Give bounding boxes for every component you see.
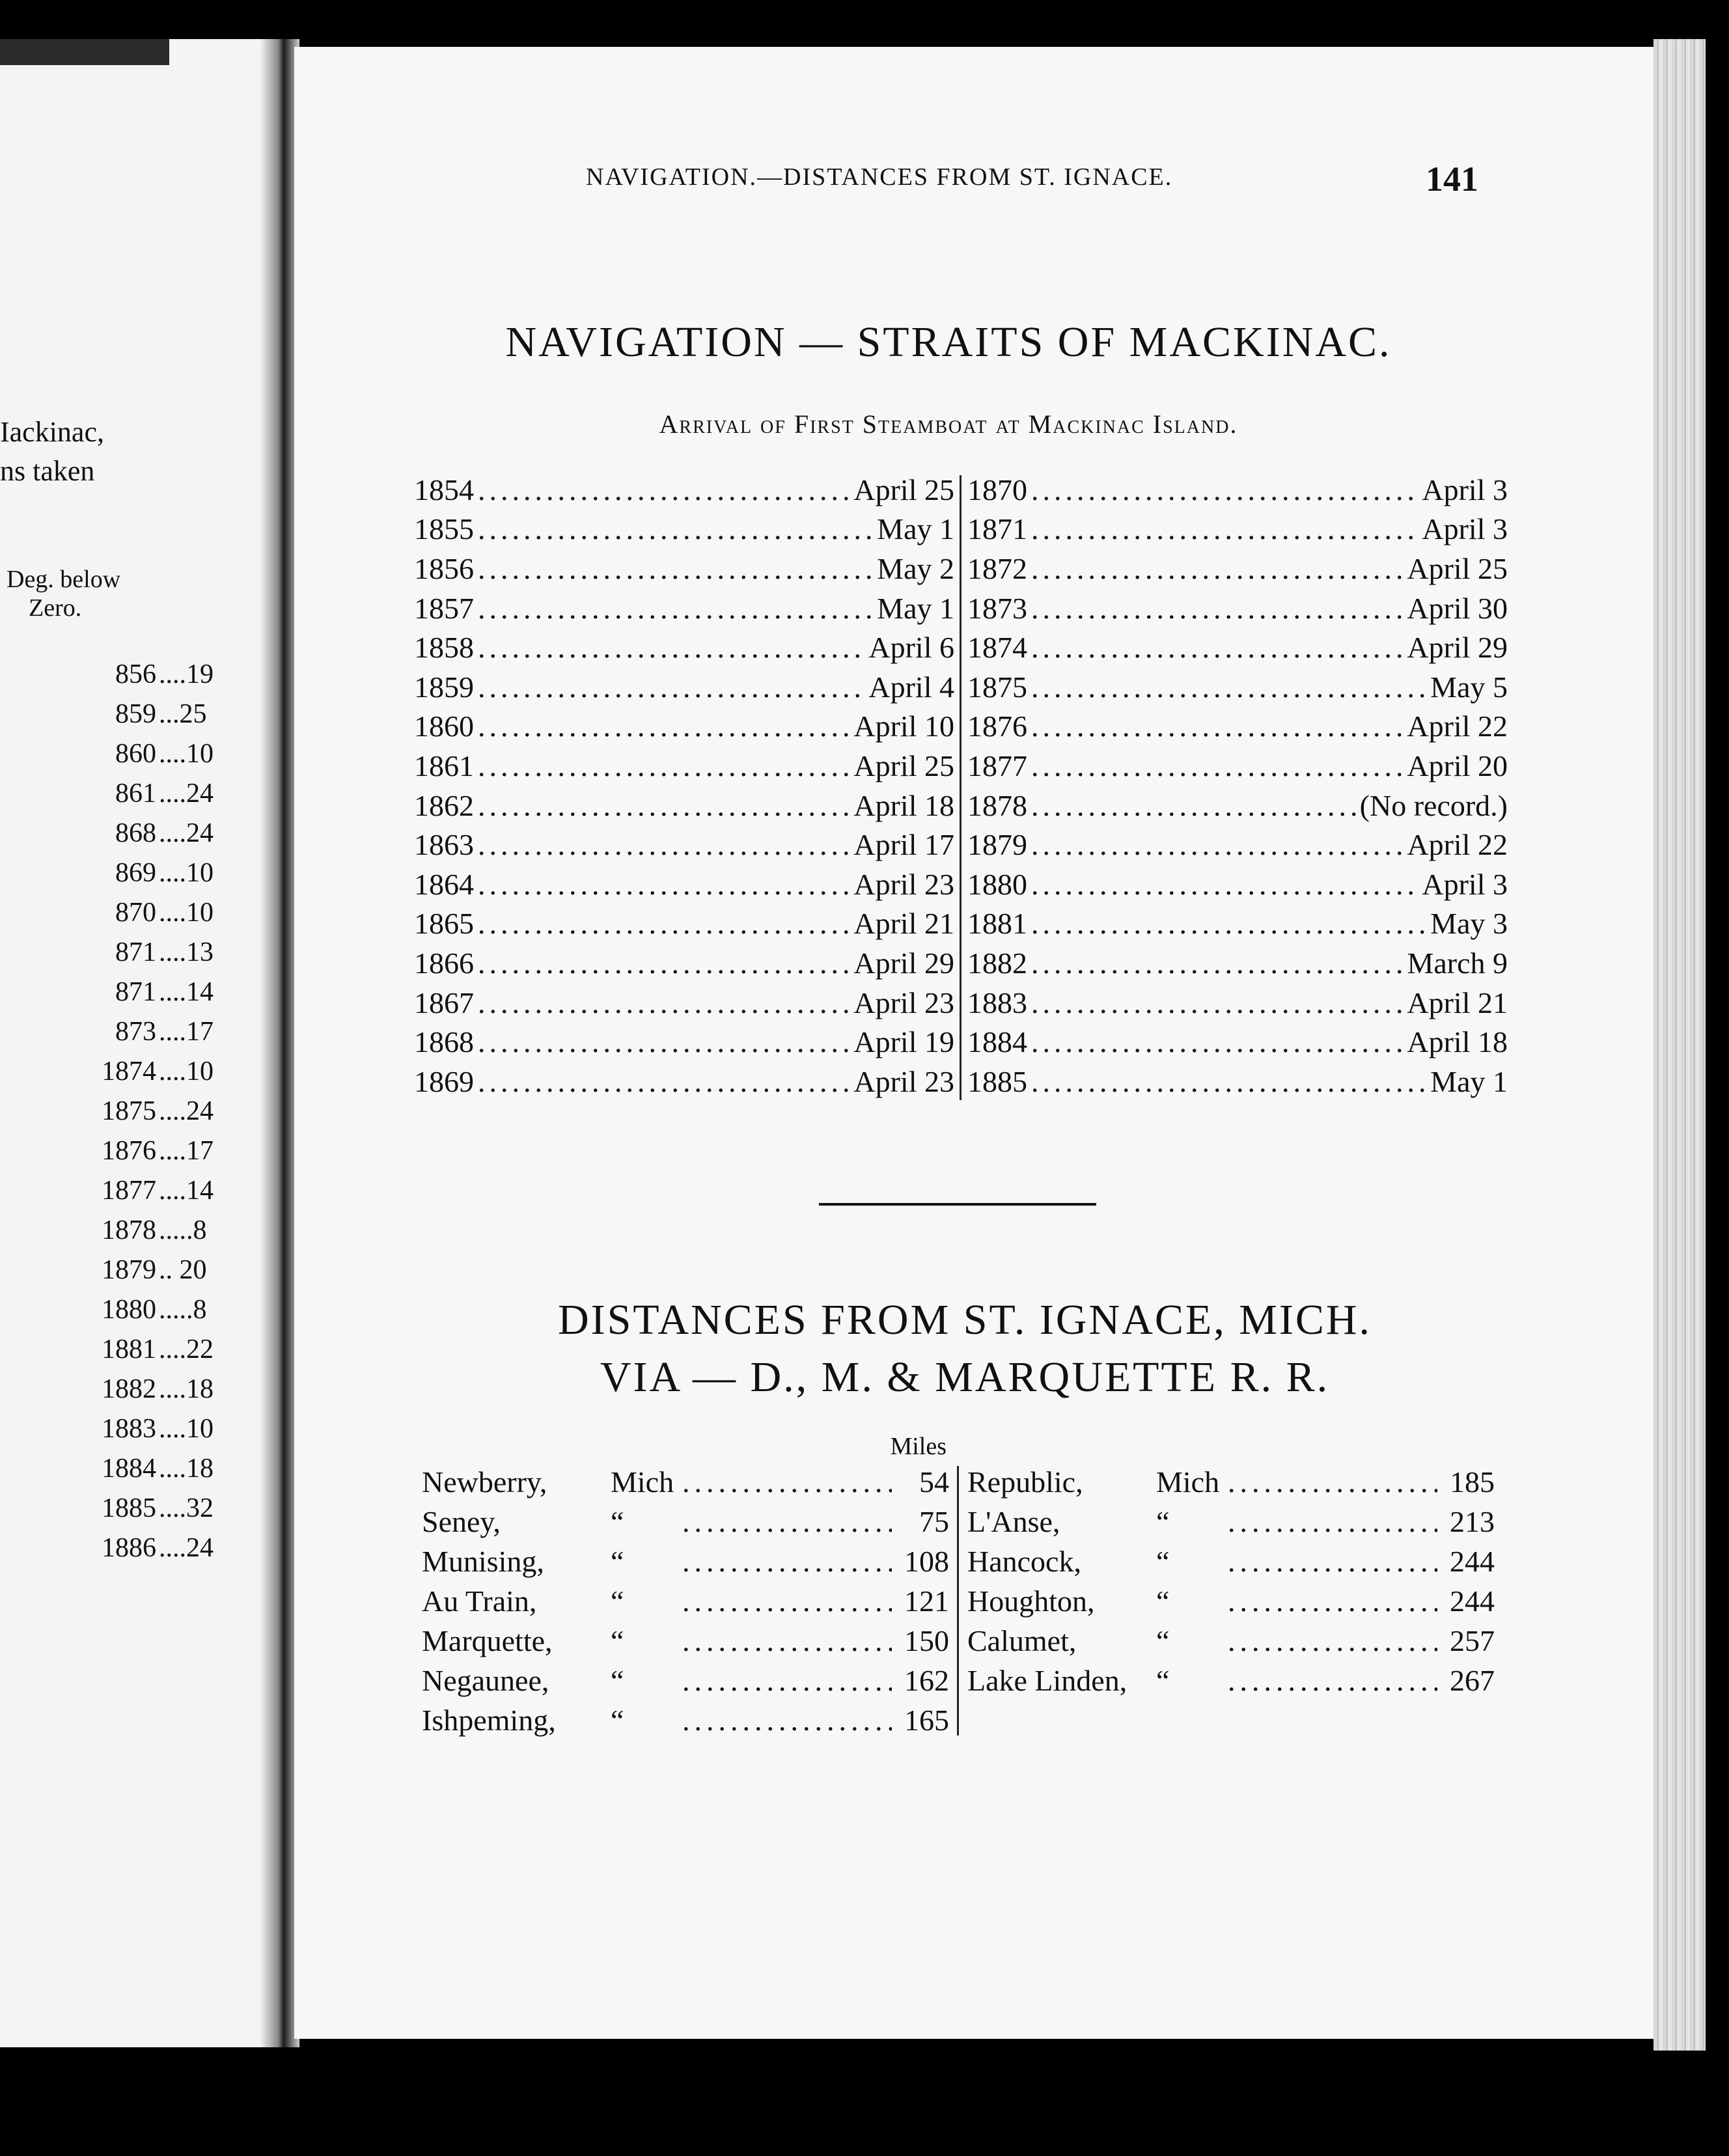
state-abbr: Mich <box>611 1465 674 1499</box>
leader-dots <box>478 827 850 862</box>
list-year: 1875 <box>102 1096 156 1126</box>
list-value: ....24 <box>159 1096 214 1126</box>
list-value: ....18 <box>159 1454 214 1484</box>
list-item <box>0 1254 293 1294</box>
list-year: 1877 <box>102 1176 156 1206</box>
place-name: Ishpeming, <box>422 1704 556 1737</box>
leader-dots <box>1031 630 1403 665</box>
arrival-year: 1867 <box>414 986 474 1019</box>
list-year: 1886 <box>102 1533 156 1563</box>
table-row <box>414 943 954 983</box>
table-row <box>967 707 1508 747</box>
section-rule <box>819 1203 1096 1206</box>
table-row <box>967 983 1508 1023</box>
place-name: Negaunee, <box>422 1664 549 1697</box>
list-value: ...25 <box>159 699 207 729</box>
miles-value: 121 <box>904 1584 949 1618</box>
list-value: ....10 <box>159 739 214 769</box>
leader-dots <box>1031 788 1356 823</box>
arrival-year: 1865 <box>414 907 474 941</box>
leader-dots <box>1031 709 1403 743</box>
miles-value: 54 <box>919 1465 949 1499</box>
table-row <box>967 1502 1495 1541</box>
table-row <box>414 864 954 904</box>
state-abbr: “ <box>1156 1624 1170 1657</box>
arrival-date: April 21 <box>853 907 954 941</box>
arrival-date: May 3 <box>1430 907 1508 941</box>
arrival-year: 1876 <box>967 710 1027 743</box>
leader-dots <box>1228 1584 1437 1618</box>
table-row <box>967 470 1508 510</box>
list-item <box>0 1294 293 1334</box>
leader-dots <box>682 1465 892 1499</box>
table-row <box>967 825 1508 864</box>
running-head: NAVIGATION.—DISTANCES FROM ST. IGNACE. <box>586 163 1173 191</box>
arrival-date: April 22 <box>1407 828 1508 862</box>
place-name: L'Anse, <box>967 1505 1060 1538</box>
leader-dots <box>478 986 850 1020</box>
list-value: ....22 <box>159 1334 214 1364</box>
miles-value: 213 <box>1450 1505 1495 1538</box>
miles-value: 257 <box>1450 1624 1495 1657</box>
leader-dots <box>478 512 873 546</box>
arrival-date: April 30 <box>1407 591 1508 625</box>
state-abbr: Mich <box>1156 1465 1220 1499</box>
list-item <box>0 857 293 897</box>
list-value: ....19 <box>159 659 214 689</box>
table-row <box>967 864 1508 904</box>
list-value: ....24 <box>159 779 214 808</box>
left-temperature-list <box>0 659 293 1572</box>
arrival-year: 1875 <box>967 670 1027 704</box>
table-row <box>967 628 1508 667</box>
table-row <box>414 510 954 549</box>
column-divider <box>960 475 961 1100</box>
page-number: 141 <box>1426 159 1478 199</box>
list-item <box>0 659 293 698</box>
arrival-year: 1871 <box>967 512 1027 546</box>
arrival-year: 1856 <box>414 551 474 585</box>
distances-subtitle: VIA — D., M. & MARQUETTE R. R. <box>600 1353 1330 1401</box>
list-item <box>0 818 293 857</box>
leader-dots <box>682 1544 892 1579</box>
table-row <box>414 1022 954 1062</box>
arrival-date: April 29 <box>1407 631 1508 665</box>
place-name: Lake Linden, <box>967 1664 1127 1697</box>
state-abbr: “ <box>611 1505 624 1538</box>
table-row <box>967 510 1508 549</box>
list-value: ....14 <box>159 977 214 1007</box>
arrival-date: April 6 <box>868 631 954 665</box>
state-abbr: “ <box>1156 1545 1170 1578</box>
place-name: Seney, <box>422 1505 501 1538</box>
list-item <box>0 1413 293 1453</box>
table-row <box>414 786 954 825</box>
state-abbr: “ <box>611 1624 624 1657</box>
leader-dots <box>478 591 873 626</box>
leader-dots <box>1031 867 1418 902</box>
table-row <box>414 588 954 628</box>
navigation-left-column <box>414 470 954 1101</box>
table-row <box>422 1502 949 1541</box>
table-row <box>967 1462 1495 1502</box>
place-name: Republic, <box>967 1465 1083 1499</box>
arrival-date: April 23 <box>853 986 954 1019</box>
arrival-date: May 1 <box>877 512 954 546</box>
leader-dots <box>1031 591 1403 626</box>
leader-dots <box>1031 670 1426 704</box>
list-year: 871 <box>115 937 156 967</box>
list-value: .. 20 <box>159 1255 207 1285</box>
arrival-date: April 4 <box>868 670 954 704</box>
leader-dots <box>1031 906 1426 941</box>
leader-dots <box>478 473 850 507</box>
leader-dots <box>1031 986 1403 1020</box>
state-abbr: “ <box>1156 1505 1170 1538</box>
miles-value: 165 <box>904 1704 949 1737</box>
page-edge <box>1653 39 1706 2051</box>
arrival-date: April 19 <box>853 1025 954 1059</box>
arrival-date: April 21 <box>1407 986 1508 1019</box>
table-row <box>967 1541 1495 1581</box>
miles-value: 108 <box>904 1545 949 1578</box>
list-item <box>0 1056 293 1096</box>
list-year: 1880 <box>102 1295 156 1325</box>
arrival-year: 1881 <box>967 907 1027 941</box>
list-item <box>0 1334 293 1374</box>
leader-dots <box>478 670 865 704</box>
arrival-date: April 18 <box>1407 1025 1508 1059</box>
list-value: .....8 <box>159 1295 207 1325</box>
navigation-subtitle: Arrival of First Steamboat at Mackinac Island. <box>659 409 1238 439</box>
arrival-year: 1863 <box>414 828 474 862</box>
arrival-date: May 1 <box>1430 1064 1508 1098</box>
leader-dots <box>1031 749 1403 783</box>
table-row <box>414 746 954 786</box>
table-row <box>414 1062 954 1101</box>
list-year: 873 <box>115 1017 156 1047</box>
leader-dots <box>478 1025 850 1059</box>
table-row <box>967 1621 1495 1661</box>
leader-dots <box>1228 1624 1437 1658</box>
arrival-date: April 25 <box>853 473 954 506</box>
arrival-date: April 20 <box>1407 749 1508 782</box>
table-row <box>422 1661 949 1700</box>
leader-dots <box>1031 1025 1403 1059</box>
list-value: ....24 <box>159 818 214 848</box>
left-page <box>0 39 293 2047</box>
state-abbr: “ <box>1156 1584 1170 1618</box>
arrival-year: 1877 <box>967 749 1027 782</box>
list-year: 1882 <box>102 1374 156 1404</box>
list-year: 861 <box>115 779 156 808</box>
miles-value: 185 <box>1450 1465 1495 1499</box>
leader-dots <box>1031 473 1418 507</box>
list-year: 1879 <box>102 1255 156 1285</box>
arrival-year: 1874 <box>967 631 1027 665</box>
table-row <box>414 983 954 1023</box>
arrival-date: March 9 <box>1407 946 1508 980</box>
table-row <box>414 667 954 707</box>
miles-value: 267 <box>1450 1664 1495 1697</box>
left-text-fragment-2: ns taken <box>0 455 95 487</box>
arrival-date: (No record.) <box>1359 788 1508 822</box>
list-year: 1884 <box>102 1454 156 1484</box>
list-item <box>0 778 293 818</box>
arrival-year: 1883 <box>967 986 1027 1019</box>
place-name: Houghton, <box>967 1584 1095 1618</box>
arrival-year: 1885 <box>967 1064 1027 1098</box>
place-name: Marquette, <box>422 1624 553 1657</box>
list-value: ....32 <box>159 1493 214 1523</box>
place-name: Newberry, <box>422 1465 547 1499</box>
state-abbr: “ <box>611 1704 624 1737</box>
list-year: 1881 <box>102 1334 156 1364</box>
leader-dots <box>478 788 850 823</box>
leader-dots <box>1031 512 1418 546</box>
table-row <box>422 1621 949 1661</box>
leader-dots <box>1031 827 1403 862</box>
table-row <box>414 707 954 747</box>
list-year: 1874 <box>102 1057 156 1086</box>
list-value: ....13 <box>159 937 214 967</box>
table-row <box>967 1581 1495 1621</box>
arrival-year: 1872 <box>967 551 1027 585</box>
arrival-year: 1868 <box>414 1025 474 1059</box>
arrival-date: April 10 <box>853 710 954 743</box>
table-row <box>422 1581 949 1621</box>
place-name: Hancock, <box>967 1545 1081 1578</box>
table-row <box>967 667 1508 707</box>
arrival-date: May 2 <box>877 551 954 585</box>
list-item <box>0 1135 293 1175</box>
list-year: 1883 <box>102 1414 156 1444</box>
table-row <box>967 1062 1508 1101</box>
list-item <box>0 897 293 937</box>
page-shadow <box>0 39 169 65</box>
leader-dots <box>478 749 850 783</box>
list-item <box>0 1374 293 1413</box>
arrival-date: April 22 <box>1407 710 1508 743</box>
list-item <box>0 1532 293 1572</box>
leader-dots <box>1031 946 1403 980</box>
table-row <box>422 1700 949 1740</box>
leader-dots <box>478 867 850 902</box>
arrival-date: April 23 <box>853 867 954 901</box>
arrival-date: April 3 <box>1422 512 1508 546</box>
table-row <box>967 786 1508 825</box>
list-year: 871 <box>115 977 156 1007</box>
list-item <box>0 937 293 976</box>
arrival-year: 1854 <box>414 473 474 506</box>
left-column-header-2: Zero. <box>29 594 82 622</box>
arrival-date: April 17 <box>853 828 954 862</box>
arrival-year: 1857 <box>414 591 474 625</box>
miles-value: 244 <box>1450 1584 1495 1618</box>
table-row <box>967 1022 1508 1062</box>
arrival-date: April 23 <box>853 1064 954 1098</box>
arrival-year: 1855 <box>414 512 474 546</box>
list-value: ....10 <box>159 1414 214 1444</box>
list-item <box>0 698 293 738</box>
navigation-title: NAVIGATION — STRAITS OF MACKINAC. <box>505 318 1392 366</box>
leader-dots <box>478 1064 850 1099</box>
arrival-year: 1869 <box>414 1064 474 1098</box>
list-year: 860 <box>115 739 156 769</box>
leader-dots <box>478 709 850 743</box>
state-abbr: “ <box>1156 1664 1170 1697</box>
navigation-right-column <box>967 470 1508 1101</box>
arrival-date: April 29 <box>853 946 954 980</box>
leader-dots <box>682 1703 892 1737</box>
leader-dots <box>1031 551 1403 586</box>
list-value: ....10 <box>159 858 214 888</box>
table-row <box>414 549 954 588</box>
arrival-date: April 18 <box>853 788 954 822</box>
arrival-year: 1873 <box>967 591 1027 625</box>
arrival-year: 1858 <box>414 631 474 665</box>
place-name: Calumet, <box>967 1624 1077 1657</box>
miles-value: 244 <box>1450 1545 1495 1578</box>
left-text-fragment-1: Iackinac, <box>0 416 104 448</box>
state-abbr: “ <box>611 1545 624 1578</box>
list-item <box>0 738 293 778</box>
miles-value: 162 <box>904 1664 949 1697</box>
leader-dots <box>682 1663 892 1698</box>
list-value: ....17 <box>159 1017 214 1047</box>
place-name: Au Train, <box>422 1584 537 1618</box>
table-row <box>414 628 954 667</box>
miles-value: 150 <box>904 1624 949 1657</box>
left-column-header-1: Deg. below <box>7 566 121 593</box>
list-value: ....10 <box>159 898 214 928</box>
list-year: 869 <box>115 858 156 888</box>
leader-dots <box>478 946 850 980</box>
miles-value: 75 <box>919 1505 949 1538</box>
leader-dots <box>1228 1544 1437 1579</box>
table-row <box>414 470 954 510</box>
arrival-year: 1879 <box>967 828 1027 862</box>
table-row <box>967 943 1508 983</box>
state-abbr: “ <box>611 1664 624 1697</box>
arrival-date: May 5 <box>1430 670 1508 704</box>
arrival-date: April 25 <box>853 749 954 782</box>
leader-dots <box>1228 1465 1437 1499</box>
leader-dots <box>478 551 873 586</box>
list-value: ....14 <box>159 1176 214 1206</box>
table-row <box>967 904 1508 944</box>
list-item <box>0 1493 293 1532</box>
leader-dots <box>1228 1504 1437 1539</box>
arrival-year: 1862 <box>414 788 474 822</box>
table-row <box>967 1661 1495 1700</box>
list-year: 859 <box>115 699 156 729</box>
leader-dots <box>682 1504 892 1539</box>
place-name: Munising, <box>422 1545 544 1578</box>
list-item <box>0 1016 293 1056</box>
leader-dots <box>682 1624 892 1658</box>
list-value: .....8 <box>159 1215 207 1245</box>
arrival-year: 1870 <box>967 473 1027 506</box>
list-item <box>0 1175 293 1215</box>
distances-title: DISTANCES FROM ST. IGNACE, MICH. <box>557 1296 1372 1344</box>
table-row <box>414 904 954 944</box>
arrival-year: 1864 <box>414 867 474 901</box>
arrival-date: April 25 <box>1407 551 1508 585</box>
arrival-year: 1861 <box>414 749 474 782</box>
list-value: ....17 <box>159 1136 214 1166</box>
table-row <box>967 588 1508 628</box>
table-row <box>422 1462 949 1502</box>
arrival-date: May 1 <box>877 591 954 625</box>
book-gutter <box>260 39 299 2047</box>
state-abbr: “ <box>611 1584 624 1618</box>
distances-left-column <box>422 1462 949 1740</box>
arrival-year: 1859 <box>414 670 474 704</box>
list-year: 1876 <box>102 1136 156 1166</box>
leader-dots <box>478 906 850 941</box>
arrival-date: April 3 <box>1422 867 1508 901</box>
navigation-table <box>414 470 1508 1101</box>
arrival-year: 1884 <box>967 1025 1027 1059</box>
list-year: 1878 <box>102 1215 156 1245</box>
arrival-year: 1880 <box>967 867 1027 901</box>
arrival-year: 1860 <box>414 710 474 743</box>
list-year: 870 <box>115 898 156 928</box>
arrival-year: 1866 <box>414 946 474 980</box>
table-row <box>967 746 1508 786</box>
arrival-year: 1878 <box>967 788 1027 822</box>
leader-dots <box>1031 1064 1426 1099</box>
list-item <box>0 1453 293 1493</box>
leader-dots <box>478 630 865 665</box>
table-row <box>414 825 954 864</box>
list-year: 868 <box>115 818 156 848</box>
list-item <box>0 1215 293 1254</box>
list-year: 856 <box>115 659 156 689</box>
table-row <box>967 549 1508 588</box>
miles-column-header: Miles <box>890 1433 947 1460</box>
list-item <box>0 1096 293 1135</box>
list-value: ....24 <box>159 1533 214 1563</box>
leader-dots <box>1228 1663 1437 1698</box>
list-item <box>0 976 293 1016</box>
leader-dots <box>682 1584 892 1618</box>
arrival-date: April 3 <box>1422 473 1508 506</box>
list-value: ....10 <box>159 1057 214 1086</box>
list-value: ....18 <box>159 1374 214 1404</box>
arrival-year: 1882 <box>967 946 1027 980</box>
table-row <box>422 1541 949 1581</box>
distances-right-column <box>967 1462 1495 1700</box>
list-year: 1885 <box>102 1493 156 1523</box>
column-divider <box>957 1466 959 1735</box>
